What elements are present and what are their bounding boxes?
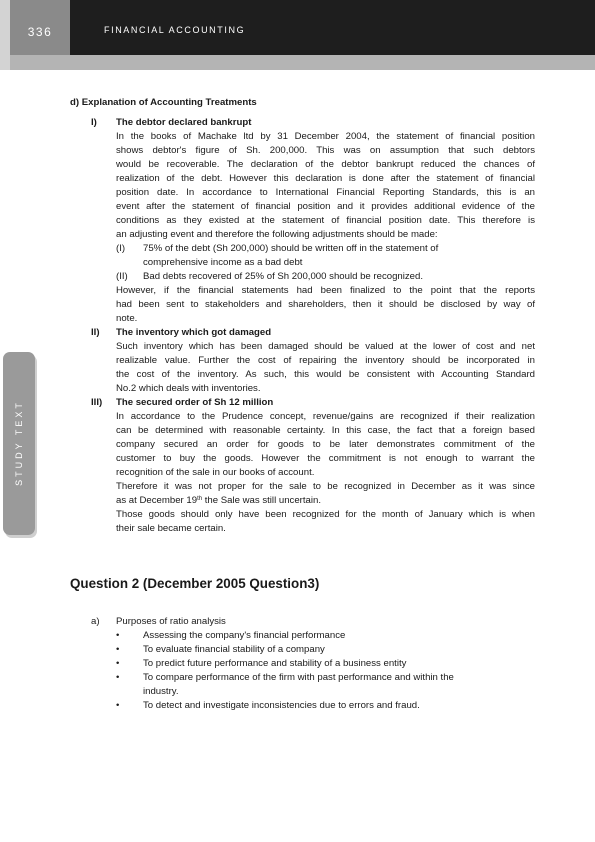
december-line-start: as at December 19 <box>116 495 198 506</box>
item-1-note-line: However, if the financial statements had been finalized to the point that the reports <box>116 285 535 296</box>
item-1-text-line: an adjusting event and therefore the following adjustments should be made: <box>116 229 438 240</box>
item-1-title: The debtor declared bankrupt <box>116 117 252 128</box>
item-3-marker: III) <box>91 397 103 408</box>
bullet-item-continued: industry. <box>143 686 179 697</box>
item-1-text-line: conditions as they existed at the statement of financial position date. This therefore is <box>116 215 535 226</box>
part-a-title: Purposes of ratio analysis <box>116 616 226 627</box>
bullet-icon: • <box>116 644 120 655</box>
december-line-superscript: th <box>197 496 203 502</box>
item-1-text-line: would be recoverable. The declaration of the debtor bankrupt reduced the chances of <box>116 159 535 170</box>
item-2-marker: II) <box>91 327 100 338</box>
item-1-note-line: had been sent to stakeholders and shareholders, then it should be disclosed by way of <box>116 299 535 310</box>
sub-item-2-text-line: Bad debts recovered of 25% of Sh 200,000 should be recognized. <box>143 271 424 282</box>
running-title: FINANCIAL ACCOUNTING <box>104 25 246 35</box>
bullet-icon: • <box>116 658 120 669</box>
item-2-text-line: the cost of the inventory. As such, this would be consistent with Accounting Standard <box>116 369 535 380</box>
sub-item-1-text-line: comprehensive income as a bad debt <box>143 257 303 268</box>
bullet-icon: • <box>116 700 120 711</box>
question-2-heading: Question 2 (December 2005 Question3) <box>70 576 320 591</box>
item-1-text-line: realization of the debt. However this declaration is done after the statement of financial <box>116 173 535 184</box>
item-1-marker: I) <box>91 117 97 128</box>
item-3-text-line: Therefore it was not proper for the sale to be recognized in December as it was since <box>116 481 535 492</box>
item-2-text-line: No.2 which deals with inventories. <box>116 383 261 394</box>
december-line-end: the Sale was still uncertain. <box>202 495 321 506</box>
item-3-text-line: can be determined with reasonable certainty. In this case, the fact that a foreign based <box>116 425 535 436</box>
side-tab-label: STUDY TEXT <box>14 400 24 486</box>
item-3-text-line: company secured an order for goods to be later demonstrates commitment of the <box>116 439 535 450</box>
item-3-text-line: Those goods should only have been recognized for the month of January which is when <box>116 509 535 520</box>
item-1-note-line: note. <box>116 313 138 324</box>
item-2-title: The inventory which got damaged <box>116 327 272 338</box>
bullet-item: To evaluate financial stability of a company <box>143 644 325 655</box>
bullet-item: To predict future performance and stability of a business entity <box>143 658 407 669</box>
bullet-icon: • <box>116 672 120 683</box>
item-3-text-line: In accordance to the Prudence concept, revenue/gains are recognized if their realization <box>116 411 535 422</box>
item-1-text-line: shows debtor's figure of Sh. 200,000. This was on assumption that such debtors <box>116 145 535 156</box>
bullet-icon: • <box>116 630 120 641</box>
bullet-item: Assessing the company's financial performance <box>143 630 346 641</box>
sub-item-2-marker: (II) <box>116 271 128 282</box>
item-2-text-line: realizable value. Further the cost of repairing the inventory should be incorporated in <box>116 355 535 366</box>
item-3-text-line: their sale became certain. <box>116 523 226 534</box>
sub-item-1-marker: (I) <box>116 243 126 254</box>
item-3-text-line: customer to buy the goods. However the commitment is not enough to warrant the <box>116 453 535 464</box>
item-2-text-line: Such inventory which has been damaged should be valued at the lower of cost and net <box>116 341 535 352</box>
section-d-heading: d) Explanation of Accounting Treatments <box>70 97 257 108</box>
bullet-item: To compare performance of the firm with past performance and within the <box>143 672 454 683</box>
item-1-text-line: In the books of Machake ltd by 31 December 2004, the statement of financial position <box>116 131 535 142</box>
item-3-december-line <box>116 494 321 508</box>
item-1-text-line: event after the statement of financial position and it provides additional evidence of the <box>116 201 535 212</box>
part-a-marker: a) <box>91 616 100 627</box>
item-1-text-line: position date. In accordance to International Financial Reporting Standards, this is an <box>116 187 535 198</box>
page-number: 336 <box>27 25 53 39</box>
item-3-title: The secured order of Sh 12 million <box>116 397 274 408</box>
sub-item-1-text-line: 75% of the debt (Sh 200,000) should be written off in the statement of <box>143 243 439 254</box>
item-3-text-line: recognition of the sale in our books of account. <box>116 467 315 478</box>
bullet-item: To detect and investigate inconsistencies due to errors and fraud. <box>143 700 420 711</box>
